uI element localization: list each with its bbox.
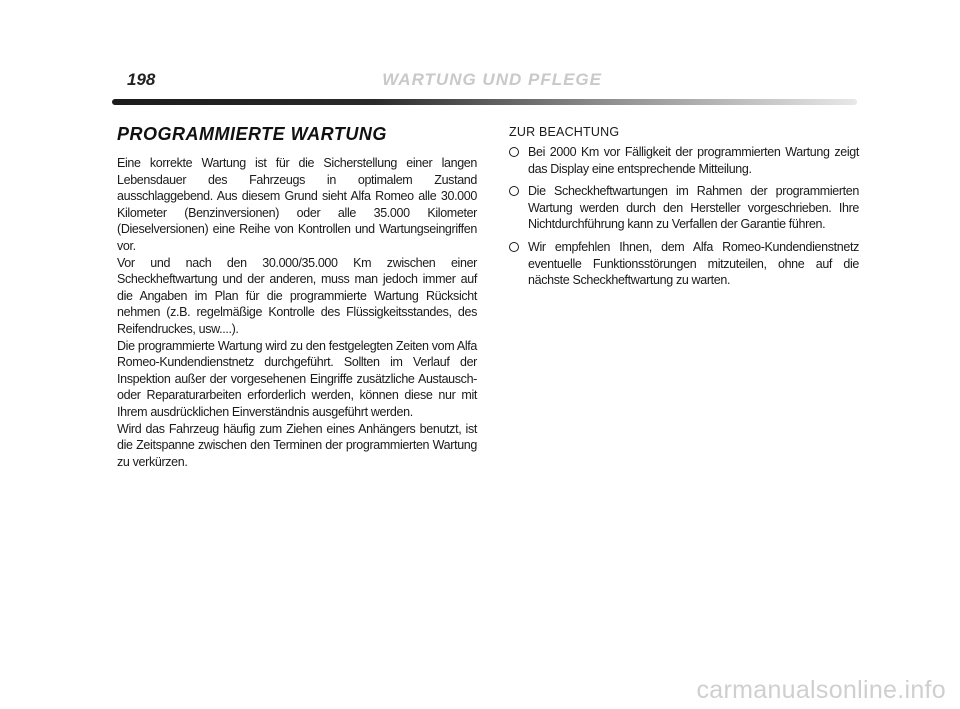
list-item	[509, 239, 859, 289]
left-column	[117, 124, 477, 470]
header-rule	[112, 99, 857, 105]
running-title: WARTUNG UND PFLEGE	[382, 70, 602, 89]
list-item-text: Wir empfehlen Ihnen, dem Alfa Romeo-Kundendienstnetz eventuelle Funktionsstörungen mitzuteilen, ohne auf die nächste Scheckheftwartung zu warten.	[528, 239, 859, 288]
note-heading: ZUR BEACHTUNG	[509, 125, 620, 139]
hollow-circle-bullet-icon	[509, 242, 519, 252]
watermark-text: carmanualsonline.info	[696, 676, 946, 704]
right-column	[509, 125, 859, 295]
body-paragraph-4: Wird das Fahrzeug häufig zum Ziehen eines Anhängers benutzt, ist die Zeitspanne zwischen den Terminen der programmierten Wartung zu verkürzen.	[117, 421, 477, 469]
hollow-circle-bullet-icon	[509, 147, 519, 157]
hollow-circle-bullet-icon	[509, 186, 519, 196]
body-paragraph-1: Eine korrekte Wartung ist für die Sicherstellung einer langen Lebensdauer des Fahrzeugs in optimalem Zustand ausschlaggebend. Aus diesem Grund sieht Alfa Romeo alle 30.000 Kilometer (Benzinversionen) oder alle 35.000 Kilometer (Dieselversionen) eine Reihe von Kontrollen und Wartungseingriffen vor.	[117, 156, 477, 253]
page-number: 198	[127, 70, 156, 89]
body-paragraph-3: Die programmierte Wartung wird zu den festgelegten Zeiten vom Alfa Romeo-Kundendienstnetz durchgeführt. Sollten im Verlauf der Inspektion außer der vorgesehenen Eingriffe zusätzliche Austausch- oder Reparaturarbeiten erforderlich werden, können diese nur mit Ihrem ausdrücklichen Einverständnis ausgeführt werden.	[117, 338, 477, 419]
list-item-text: Die Scheckheftwartungen im Rahmen der programmierten Wartung werden durch den Hersteller vorgeschrieben. Ihre Nichtdurchführung kann zu Verfallen der Garantie führen.	[528, 184, 859, 232]
section-title: PROGRAMMIERTE WARTUNG	[117, 124, 387, 144]
list-item-text: Bei 2000 Km vor Fälligkeit der programmierten Wartung zeigt das Display eine entsprechende Mitteilung.	[528, 145, 859, 176]
note-list	[509, 144, 859, 289]
list-item	[509, 183, 859, 233]
list-item	[509, 144, 859, 177]
body-paragraph-2: Vor und nach den 30.000/35.000 Km zwischen einer Scheckheftwartung und der anderen, muss man jedoch immer auf die Angaben im Plan für die programmierte Wartung Rücksicht nehmen (z.B. regelmäßige Kontrolle des Flüssigkeitsstandes, des Reifendruckes, usw....).	[117, 255, 477, 336]
